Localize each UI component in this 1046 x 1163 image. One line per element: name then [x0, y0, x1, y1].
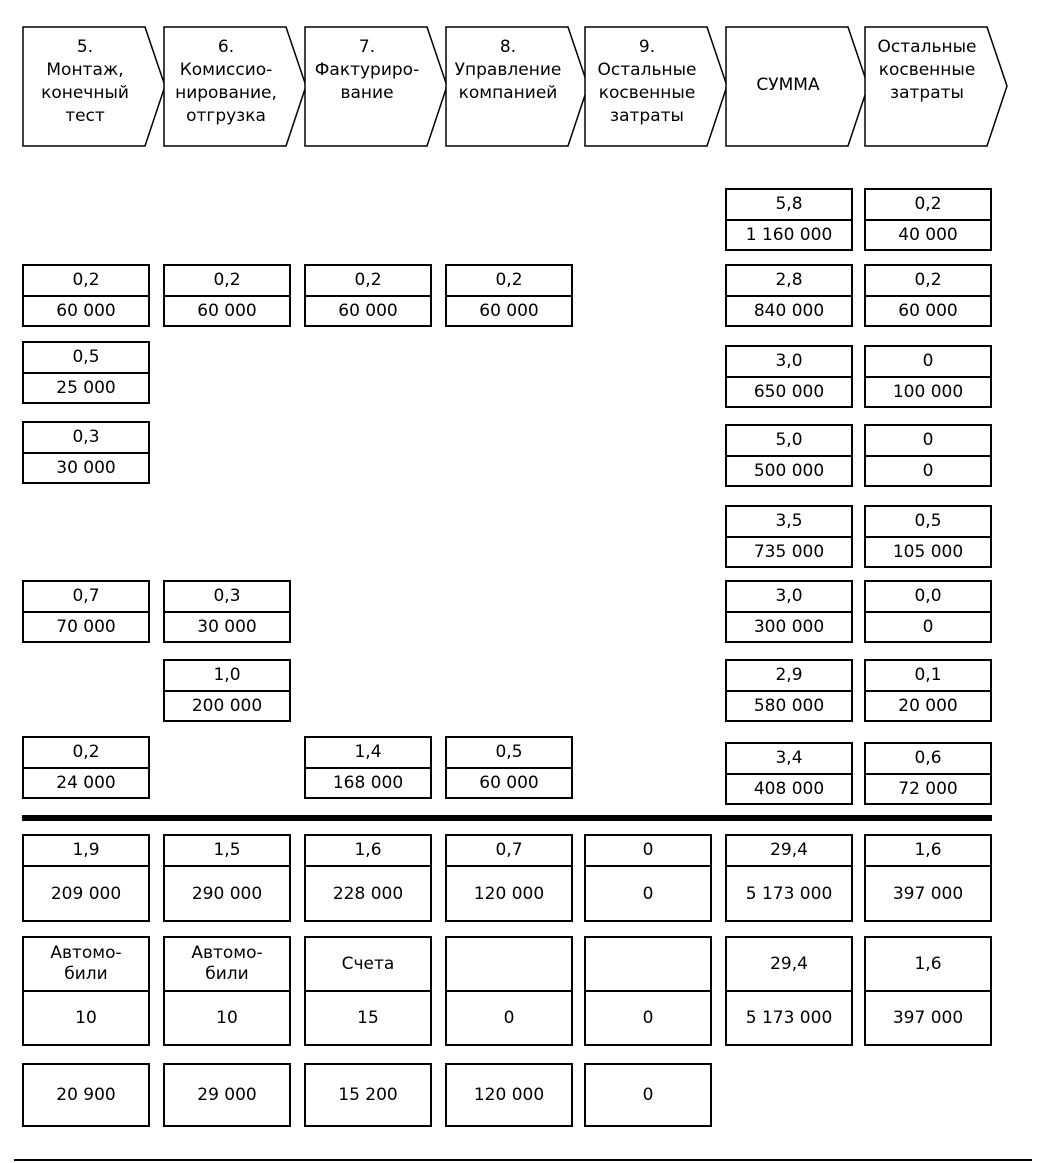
cost-cell: [725, 264, 853, 327]
cost-cell: [864, 659, 992, 722]
process-step-header: [725, 26, 870, 147]
cell-bottom-value: 24 000: [56, 773, 116, 793]
cost-driver-cell: [22, 936, 150, 1046]
cost-cell: [22, 264, 150, 327]
process-step-header: [445, 26, 590, 147]
cost-cell: [725, 659, 853, 722]
process-step-label: 7. Фактуриро- вание: [314, 37, 420, 103]
process-step-label: 8. Управление компанией: [454, 37, 562, 103]
cost-cell: [163, 659, 291, 722]
cell-top-value: 0,5: [447, 738, 571, 769]
cell-top-value: 0,2: [24, 738, 148, 769]
cost-cell: [22, 736, 150, 799]
cell-bottom-value: 840 000: [753, 301, 825, 321]
cell-top-value: 3,0: [727, 582, 851, 613]
cell-bottom-value: 60 000: [479, 301, 539, 321]
total-cell: [304, 834, 432, 922]
cell-top-value: 1,0: [165, 661, 289, 692]
process-step-label: Остальные косвенные затраты: [877, 37, 977, 103]
cost-cell: [445, 264, 573, 327]
cost-cell: [725, 580, 853, 643]
cost-per-unit-cell: [584, 1063, 712, 1127]
cost-driver-cell: [445, 936, 573, 1046]
cost-cell: [163, 580, 291, 643]
cell-bottom-value: 10: [216, 1008, 238, 1028]
cost-cell: [304, 264, 432, 327]
cell-bottom-value: 0: [642, 883, 654, 904]
cell-top-value: 0,5: [866, 507, 990, 538]
cell-top-value: 1,6: [866, 836, 990, 867]
cell-bottom-value: 60 000: [56, 301, 116, 321]
cost-driver-cell: [304, 936, 432, 1046]
cell-bottom-value: 735 000: [753, 542, 825, 562]
cell-top-value: 29,4: [727, 836, 851, 867]
cell-bottom-value: 0: [922, 617, 934, 637]
cell-top-value: 0,2: [165, 266, 289, 297]
cost-per-unit-cell: [304, 1063, 432, 1127]
cost-cell: [864, 424, 992, 487]
cell-top-value: [447, 938, 571, 992]
cell-value: 20 900: [56, 1085, 116, 1105]
total-cell: [445, 834, 573, 922]
cell-top-value: 0,1: [866, 661, 990, 692]
process-step-header: [584, 26, 729, 147]
total-cell: [22, 834, 150, 922]
cost-driver-cell: [725, 936, 853, 1046]
cell-bottom-value: 70 000: [56, 617, 116, 637]
cell-top-value: 2,8: [727, 266, 851, 297]
cell-top-value: 1,9: [24, 836, 148, 867]
cell-bottom-value: 72 000: [898, 779, 958, 799]
cell-top-value: 1,5: [165, 836, 289, 867]
cost-cell: [304, 736, 432, 799]
total-cell: [584, 834, 712, 922]
cell-bottom-value: 40 000: [898, 225, 958, 245]
cell-top-value: 0,2: [447, 266, 571, 297]
cost-per-unit-cell: [163, 1063, 291, 1127]
cost-cell: [163, 264, 291, 327]
cell-bottom-value: 0: [503, 1008, 515, 1028]
cell-bottom-value: 0: [922, 461, 934, 481]
cell-value: 15 200: [338, 1085, 398, 1105]
cell-bottom-value: 397 000: [892, 1008, 964, 1028]
cost-cell: [864, 264, 992, 327]
cell-top-value: 0,3: [24, 423, 148, 454]
cell-bottom-value: 25 000: [56, 378, 116, 398]
cost-cell: [725, 742, 853, 805]
cell-top-value: 0,2: [866, 266, 990, 297]
cell-bottom-value: 397 000: [892, 883, 964, 904]
cell-bottom-value: 100 000: [892, 382, 964, 402]
cost-driver-cell: [584, 936, 712, 1046]
process-step-label: СУММА: [756, 75, 820, 95]
cell-top-value: 0,7: [24, 582, 148, 613]
cell-bottom-value: 105 000: [892, 542, 964, 562]
cell-top-value: 0: [586, 836, 710, 867]
process-step-header: [304, 26, 449, 147]
cost-cell: [864, 505, 992, 568]
cell-top-value: 5,8: [727, 190, 851, 221]
cell-bottom-value: 228 000: [332, 883, 404, 904]
cell-top-value: 3,0: [727, 347, 851, 378]
cost-driver-cell: [864, 936, 992, 1046]
cell-bottom-value: 300 000: [753, 617, 825, 637]
cell-bottom-value: 30 000: [56, 458, 116, 478]
process-step-label: 5. Монтаж, конечный тест: [41, 37, 129, 126]
cell-bottom-value: 650 000: [753, 382, 825, 402]
cell-value: 0: [642, 1085, 654, 1105]
cost-per-unit-cell: [22, 1063, 150, 1127]
cell-bottom-value: 15: [357, 1008, 379, 1028]
cost-cell: [725, 505, 853, 568]
cost-cell: [22, 341, 150, 404]
process-step-header: [22, 26, 167, 147]
cell-bottom-value: 120 000: [473, 883, 545, 904]
process-step-header: [163, 26, 308, 147]
cell-bottom-value: 5 173 000: [745, 1008, 833, 1028]
cell-top-value: 0,0: [866, 582, 990, 613]
cell-bottom-value: 60 000: [197, 301, 257, 321]
total-cell: [163, 834, 291, 922]
cell-bottom-value: 580 000: [753, 696, 825, 716]
process-step-label: 6. Комиссио- нирование, отгрузка: [175, 37, 277, 126]
cost-cell: [725, 345, 853, 408]
cost-cell: [725, 424, 853, 487]
cell-bottom-value: 408 000: [753, 779, 825, 799]
cost-cell: [864, 188, 992, 251]
cell-top-value: 1,6: [866, 938, 990, 992]
cell-top-value: Автомо- били: [165, 938, 289, 992]
cell-top-value: 29,4: [727, 938, 851, 992]
process-step-label: 9. Остальные косвенные затраты: [597, 37, 697, 126]
cell-bottom-value: 200 000: [191, 696, 263, 716]
cell-bottom-value: 290 000: [191, 883, 263, 904]
cell-bottom-value: 20 000: [898, 696, 958, 716]
cost-cell: [864, 742, 992, 805]
cell-bottom-value: 60 000: [898, 301, 958, 321]
cell-top-value: 1,6: [306, 836, 430, 867]
cell-bottom-value: 60 000: [479, 773, 539, 793]
cell-top-value: Счета: [306, 938, 430, 992]
total-cell: [725, 834, 853, 922]
cell-top-value: Автомо- били: [24, 938, 148, 992]
cell-top-value: 2,9: [727, 661, 851, 692]
cost-cell: [725, 188, 853, 251]
cell-top-value: 3,4: [727, 744, 851, 775]
cell-top-value: 0,6: [866, 744, 990, 775]
cell-top-value: 3,5: [727, 507, 851, 538]
cost-driver-cell: [163, 936, 291, 1046]
cell-top-value: 0,2: [24, 266, 148, 297]
cell-top-value: 0,5: [24, 343, 148, 374]
cost-cell: [864, 580, 992, 643]
cell-top-value: [586, 938, 710, 992]
cell-value: 29 000: [197, 1085, 257, 1105]
cost-cell: [445, 736, 573, 799]
process-step-header: [864, 26, 1009, 147]
cost-per-unit-cell: [445, 1063, 573, 1127]
cell-top-value: 0: [866, 426, 990, 457]
cell-bottom-value: 60 000: [338, 301, 398, 321]
cell-bottom-value: 1 160 000: [745, 225, 833, 245]
bottom-rule: [14, 1159, 1032, 1161]
cost-cell: [22, 421, 150, 484]
cell-value: 120 000: [473, 1085, 545, 1105]
cell-bottom-value: 30 000: [197, 617, 257, 637]
cost-cell: [22, 580, 150, 643]
cell-top-value: 0,7: [447, 836, 571, 867]
cell-bottom-value: 168 000: [332, 773, 404, 793]
totals-divider: [22, 815, 992, 821]
cell-bottom-value: 10: [75, 1008, 97, 1028]
cell-bottom-value: 209 000: [50, 883, 122, 904]
cell-top-value: 0,3: [165, 582, 289, 613]
total-cell: [864, 834, 992, 922]
cell-top-value: 0: [866, 347, 990, 378]
cell-bottom-value: 500 000: [753, 461, 825, 481]
cell-top-value: 5,0: [727, 426, 851, 457]
cell-top-value: 0,2: [306, 266, 430, 297]
cell-bottom-value: 5 173 000: [745, 883, 833, 904]
cost-cell: [864, 345, 992, 408]
cell-top-value: 0,2: [866, 190, 990, 221]
cell-bottom-value: 0: [642, 1008, 654, 1028]
cell-top-value: 1,4: [306, 738, 430, 769]
